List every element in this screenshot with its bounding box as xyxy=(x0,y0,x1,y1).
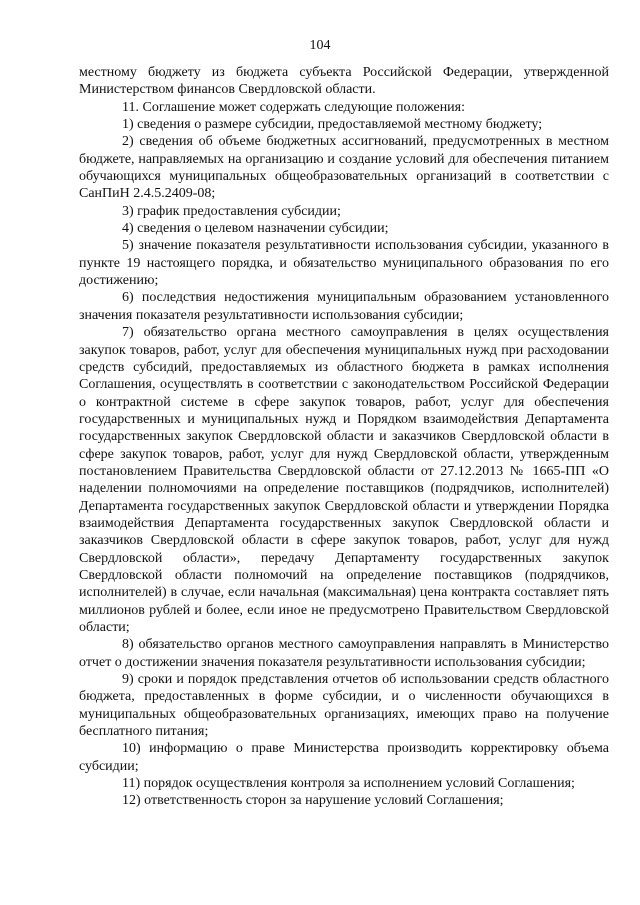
paragraph: местному бюджету из бюджета субъекта Российской Федерации, утвержденной Министерством финансов Свердловской области. xyxy=(79,65,609,98)
paragraph: 8) обязательство органов местного самоуправления направлять в Министерство отчет о достижении значения показателя результативности использования субсидии; xyxy=(79,637,609,670)
paragraph: 5) значение показателя результативности использования субсидии, указанного в пункте 19 настоящего порядка, и обязательство муниципального образования по его достижению; xyxy=(79,238,609,289)
paragraph: 10) информацию о праве Министерства производить корректировку объема субсидии; xyxy=(79,741,609,774)
document-body xyxy=(79,64,609,810)
paragraph: 2) сведения об объеме бюджетных ассигнований, предусмотренных в местном бюджете, направляемых на организацию и создание условий для обеспечения питанием обучающихся муниципальных общеобразовательных организаций в соответствии с СанПиН 2.4.5.2409-08; xyxy=(79,134,609,202)
paragraph: 4) сведения о целевом назначении субсидии; xyxy=(122,221,389,237)
paragraph: 12) ответственность сторон за нарушение условий Соглашения; xyxy=(122,793,504,809)
paragraph: 9) сроки и порядок представления отчетов об использовании средств областного бюджета, предоставленных в форме субсидии, и о численности обучающихся в муниципальных общеобразовательных организациях, имеющих право на получение бесплатного питания; xyxy=(79,672,609,740)
paragraph: 3) график предоставления субсидии; xyxy=(122,203,341,219)
paragraph: 11) порядок осуществления контроля за исполнением условий Соглашения; xyxy=(122,776,575,792)
paragraph: 7) обязательство органа местного самоуправления в целях осуществления закупок товаров, работ, услуг для обеспечения муниципальных нужд при расходовании средств субсидий, предоставляемых из областного бюджета в рамках исполнения Соглашения, осуществлять в соответствии с законодательством Российской Федерации о контрактной системе в сфере закупок товаров, работ, услуг для обеспечения государственных и муниципальных нужд и Порядком взаимодействия Департамента государственных закупок Свердловской области и заказчиков Свердловской области в сфере закупок товаров, работ, услуг для нужд Свердловской области, утвержденным постановлением Правительства Свердловской области от 27.12.2013 № 1665-ПП «О наделении полномочиями на определение поставщиков (подрядчиков, исполнителей) Департамента государственных закупок Свердловской области и утверждении Порядка взаимодействия Департамента государственных закупок Свердловской области и заказчиков Свердловской области в сфере закупок товаров, работ, услуг для нужд Свердловской области», передачу Департаменту государственных закупок Свердловской области полномочий на определение поставщиков (подрядчиков, исполнителей) в случае, если начальная (максимальная) цена контракта составляет пять миллионов рублей и более, если иное не предусмотрено Правительством Свердловской области; xyxy=(79,325,609,635)
paragraph: 1) сведения о размере субсидии, предоставляемой местному бюджету; xyxy=(122,117,543,133)
page-number: 104 xyxy=(309,38,331,53)
paragraph: 6) последствия недостижения муниципальным образованием установленного значения показателя результативности использования субсидии; xyxy=(79,290,609,323)
paragraph: 11. Соглашение может содержать следующие положения: xyxy=(122,99,466,115)
